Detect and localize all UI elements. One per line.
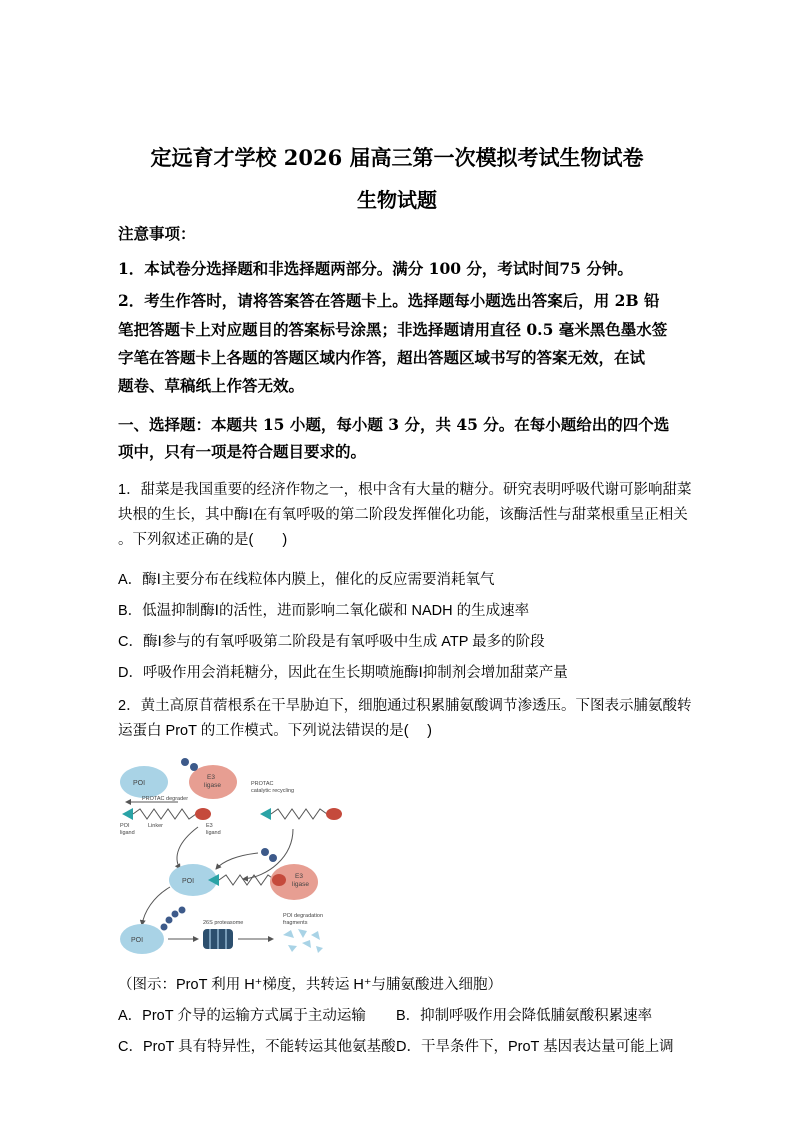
q2-stem-line-2: 运蛋白 ProT 的工作模式。下列说法错误的是( ) [118,723,432,739]
notice-heading: 注意事项： [118,224,196,243]
exam-title: 定远育才学校 2026 届高三第一次模拟考试生物试卷 [150,145,644,170]
fragments-label-1: POI degradation [283,913,324,919]
q1-option-a: A．酶Ⅰ主要分布在线粒体内膜上，催化的反应需要消耗氧气 [118,572,495,588]
q2-option-d: D．干旱条件下，ProT 基因表达量可能上调 [396,1039,674,1055]
q2-figure-caption: （图示：ProT 利用 H⁺梯度，共转运 H⁺与脯氨酸进入细胞） [118,977,502,993]
poi-ligand-label-2: ligand [120,830,135,836]
protac-diagram-svg [118,757,342,960]
q1-stem-line-3: 。下列叙述正确的是( ) [118,532,288,548]
q2-stem-line-1: 2．黄土高原苜蓿根系在干旱胁迫下，细胞通过积累脯氨酸调节渗透压。下图表示脯氨酸转 [118,698,692,714]
ub-icon-mid-1 [261,848,269,856]
poi-label-top: POI [133,780,146,787]
e3-ligand-oval-left [195,808,211,820]
q1-stem-line-1: 1．甜菜是我国重要的经济作物之一，根中含有大量的糖分。研究表明呼吸代谢可影响甜菜 [118,482,692,498]
e3-label-middle: E3 [295,873,303,880]
ub-chain-icon-2 [166,917,173,924]
e3-ligand-oval-middle [272,874,286,886]
e3-ligand-label-1: E3 [206,823,213,829]
fragment-2 [298,929,307,938]
degrader-label: PROTAC degrader [142,796,189,802]
poi-ligand-label-1: POI [120,823,130,829]
q2-option-c: C．ProT 具有特异性，不能转运其他氨基酸 [118,1039,396,1055]
poi-label-bottom: POI [131,937,144,944]
fragment-6 [316,946,323,953]
notice-item-2-line-3: 字笔在答题卡上各题的答题区域内作答，超出答题区域书写的答案无效，在试 [118,348,646,367]
linker-zigzag-right [271,809,327,819]
q2-option-a: A．ProT 介导的运输方式属于主动运输 [118,1008,366,1024]
protac-diagram [118,757,342,960]
q1-option-c: C．酶Ⅰ参与的有氧呼吸第二阶段是有氧呼吸中生成 ATP 最多的阶段 [118,634,545,650]
protac-recycling-label-1: PROTAC [251,781,274,787]
notice-item-2-line-1: 2．考生作答时，请将答案答在答题卡上。选择题每小题选出答案后，用 2B 铅 [118,291,660,310]
poi-ligand-triangle-left [122,808,133,820]
binding-arrow [177,827,198,869]
ub-icon-top-2 [190,763,198,771]
q1-option-b: B．低温抑制酶Ⅰ的活性，进而影响二氧化碳和 NADH 的生成速率 [118,603,530,619]
notice-item-1: 1．本试卷分选择题和非选择题两部分。满分 100 分，考试时间75 分钟。 [118,259,633,278]
e3-ligand-oval-right [326,808,342,820]
ligase-label-top: ligase [204,782,221,789]
ub-icon-top-1 [181,758,189,766]
poi-label-middle: POI [182,878,195,885]
e3-ligand-label-2: ligand [206,830,221,836]
linker-label: Linker [148,823,163,829]
linker-zigzag-middle [219,875,275,885]
ub-chain-icon-3 [172,911,179,918]
e3-label-top: E3 [207,774,215,781]
ub-icon-mid-2 [269,854,277,862]
section-heading-line-2: 项中，只有一项是符合题目要求的。 [118,442,367,461]
fragment-1 [283,930,294,938]
fragment-5 [302,940,311,948]
protac-recycling-label-2: catalytic recycling [251,788,295,794]
q2-option-b: B．抑制呼吸作用会降低脯氨酸积累速率 [396,1008,653,1024]
fragment-4 [288,945,297,952]
ligase-label-middle: ligase [292,881,309,888]
notice-item-2-line-2: 笔把答题卡上对应题目的答案标号涂黑；非选择题请用直径 0.5 毫米黑色墨水签 [118,320,668,339]
exam-subtitle: 生物试题 [357,188,437,212]
linker-zigzag-left [133,809,196,819]
section-heading-line-1: 一、选择题：本题共 15 小题，每小题 3 分，共 45 分。在每小题给出的四个选 [118,415,670,434]
ub-chain-icon-4 [179,907,186,914]
q1-option-d: D．呼吸作用会消耗糖分，因此在生长期喷施酶Ⅰ抑制剂会增加甜菜产量 [118,665,568,681]
ub-chain-icon-1 [161,924,168,931]
notice-item-2-line-4: 题卷、草稿纸上作答无效。 [118,376,305,395]
proteasome-label: 26S proteasome [203,920,244,926]
fragments-label-2: fragments [283,920,308,926]
q1-stem-line-2: 块根的生长，其中酶Ⅰ在有氧呼吸的第二阶段发挥催化功能，该酶活性与甜菜根重呈正相关 [118,507,688,523]
fragment-3 [311,931,320,940]
poi-ligand-triangle-right [260,808,271,820]
ub-transfer-arrow [216,853,258,869]
